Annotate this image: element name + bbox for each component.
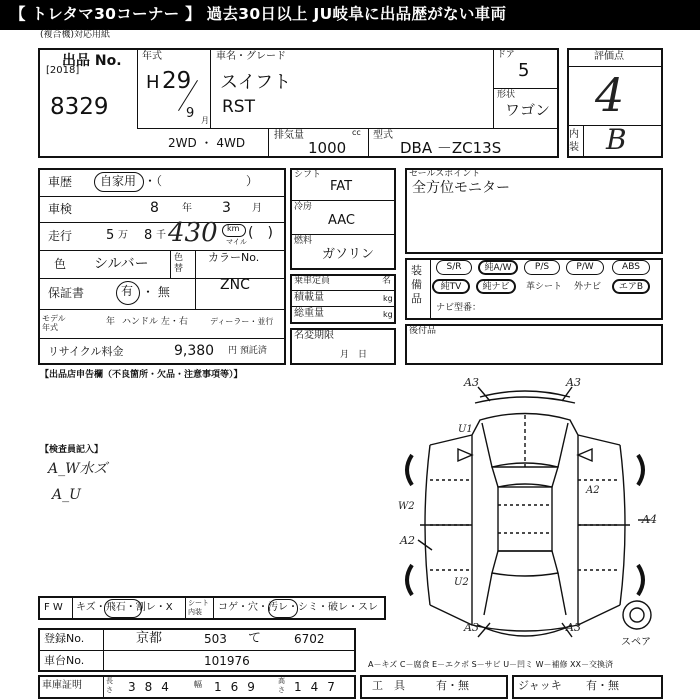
load-label: 積載量 (294, 292, 324, 303)
cert-length-label: 長さ (106, 677, 113, 694)
model-year-value: 29 (162, 68, 192, 94)
mileage-man: 5 (106, 228, 115, 243)
gross-unit: kg (383, 310, 393, 319)
fw-label: F W (44, 602, 63, 613)
model-line-dealer: ディーラー・並行 (210, 317, 274, 326)
equip-leather: 革シート (526, 282, 563, 292)
equip-pw: P/W (566, 260, 604, 275)
cert-width-label: 幅 (194, 680, 202, 689)
ac-value: AAC (328, 213, 355, 228)
banner-text: 【 トレタマ30コーナー 】 過去30日以上 JU岐阜に出品歴がない車両 (10, 5, 507, 23)
jack-label: ジャッキ (518, 679, 562, 692)
inspection-month-unit: 月 (252, 203, 262, 214)
warranty-label: 保証書 (48, 286, 85, 300)
color-change: 色替 (174, 253, 184, 274)
mark-lower-inner: U2 (454, 577, 469, 588)
model-year-month: 9 (186, 106, 195, 121)
inspection-year: 8 (150, 200, 159, 216)
vehicle-info-block (38, 168, 286, 365)
seat-label: シート内装 (188, 599, 209, 616)
color-label: 色 (54, 257, 67, 271)
mileage-km: km (227, 224, 240, 233)
equip-abs: ABS (612, 260, 650, 275)
mileage-handwritten: 430 (168, 218, 218, 248)
car-name: スイフト (220, 72, 292, 93)
notes-label: 【出品店申告欄（不良箇所・欠品・注意事項等）】 (40, 370, 243, 380)
name-change-label: 名変期限 (294, 330, 334, 341)
model-code-value: DBA －ZC13S (400, 139, 502, 157)
model-year-label: 年式 (142, 51, 162, 62)
model-code-label: 型式 (373, 130, 393, 141)
gross-label: 総重量 (294, 308, 324, 319)
spare-label: スペア (621, 637, 651, 648)
model-year-month-unit: 月 (201, 116, 209, 125)
model-line-label: モデル年式 (42, 314, 66, 332)
equip-tv: 純TV (432, 279, 470, 294)
mark-left-side: W2 (398, 501, 415, 512)
inspector-label: 【検査員記入】 (40, 445, 104, 455)
cert-width: 169 (214, 680, 264, 694)
score-label: 評価点 (594, 51, 624, 62)
displacement-unit: cc (352, 128, 361, 137)
registration-class: 503 (204, 632, 227, 646)
sales-point-value: 全方位モニター (412, 180, 510, 196)
model-year-era: H (146, 72, 160, 93)
mark-rear-right: A3 (566, 621, 581, 634)
car-damage-diagram (380, 375, 680, 655)
mileage-label: 走行 (48, 229, 73, 243)
capacity-label: 乗車定員 (294, 276, 331, 286)
name-change-unit: 月 日 (340, 350, 368, 360)
history-rest: ・（ ） (144, 174, 259, 188)
displacement-label: 排気量 (274, 130, 304, 141)
mark-front-left: A3 (464, 376, 479, 389)
inspection-label: 車検 (48, 202, 73, 216)
cert-length: 384 (128, 680, 178, 694)
shift-label: シフト (294, 170, 322, 180)
history-value: 自家用 (100, 174, 137, 188)
registration-label: 登録No. (44, 632, 85, 645)
car-name-label: 車名・グレード (216, 51, 286, 62)
mark-rear-left: A3 (464, 621, 479, 634)
damage-legend: A－キズ C－腐食 E－エクボ S－サビ U－凹ミ W－補修 XX－交換済 (368, 660, 614, 669)
car-grade: RST (222, 97, 255, 117)
color-no-value: ZNC (220, 277, 250, 293)
history-label: 車歴 (48, 175, 73, 189)
chassis-value: 101976 (204, 654, 250, 668)
shift-value: FAT (330, 179, 353, 194)
inspection-month: 3 (222, 200, 231, 216)
body-type-label: 形状 (497, 90, 516, 100)
mileage-sen: 8 (144, 228, 153, 243)
tools-value: 有・無 (436, 679, 469, 692)
equip-ext-navi: 外ナビ (574, 282, 602, 292)
mark-right-far: A4 (642, 513, 657, 526)
retrofit-label: 後付品 (409, 326, 437, 336)
equipment-label: 装備品 (411, 264, 422, 305)
cert-label: 車庫証明 (42, 680, 82, 691)
fuel-label: 燃料 (294, 236, 313, 246)
registration-place: 京都 (136, 631, 163, 646)
lot-year-tag: [2018] (46, 65, 80, 76)
mark-front-right: A3 (566, 376, 581, 389)
equip-ps: P/S (524, 260, 560, 275)
drive-type: 2WD ・ 4WD (168, 136, 246, 150)
inspector-note-1: A_W水ズ (48, 461, 108, 477)
equip-sr: S/R (436, 260, 472, 275)
mark-lower-left: A2 (400, 534, 415, 547)
inspection-year-unit: 年 (182, 203, 192, 214)
chassis-label: 車台No. (44, 654, 85, 667)
lot-number: 8329 (50, 94, 109, 120)
seat-items: コゲ・穴・汚レ・シミ・破レ・スレ (218, 602, 378, 613)
interior-label: 内装 (569, 129, 579, 153)
mileage-man-unit: 万 (118, 230, 128, 241)
equip-navi: 純ナビ (476, 279, 516, 294)
recycle-unit: 円 預託済 (228, 346, 267, 356)
color-value: シルバー (94, 256, 149, 272)
warranty-rest: ・ 無 (142, 285, 170, 299)
sales-point-label: セールスポイント (409, 169, 481, 179)
body-type-value: ワゴン (505, 101, 551, 119)
model-line-handle: ハンドル 左・右 (122, 317, 188, 327)
retrofit-block (405, 324, 663, 365)
inspector-note-2: A_U (52, 487, 81, 503)
mileage-sen-unit: 千 (156, 230, 166, 241)
fw-items: キズ・飛石・割レ・X (76, 602, 173, 613)
equip-airbag: エアB (612, 279, 650, 294)
load-unit: kg (383, 294, 393, 303)
recycle-label: リサイクル料金 (48, 345, 124, 358)
tools-label: 工 具 (372, 679, 405, 692)
color-no-label: カラーNo. (208, 251, 260, 264)
displacement-value: 1000 (308, 139, 347, 157)
interior-value: B (606, 123, 627, 156)
doors-label: ドア (497, 50, 515, 60)
cert-height: 147 (294, 680, 344, 694)
equip-alloy-wheel: 純A/W (478, 260, 518, 275)
jack-value: 有・無 (586, 679, 619, 692)
fuel-value: ガソリン (322, 247, 375, 262)
recycle-value: 9,380 (174, 343, 215, 359)
warranty-value: 有 (121, 284, 134, 298)
mileage-paren: ( ) (248, 225, 273, 241)
registration-number: 6702 (294, 632, 325, 646)
model-line-year: 年 (106, 317, 116, 327)
registration-kana: て (248, 631, 262, 646)
mileage-mile: マイル (226, 238, 247, 246)
cert-height-label: 高さ (278, 677, 285, 694)
score-value: 4 (595, 68, 625, 122)
mark-upper-left: U1 (458, 424, 473, 435)
ac-label: 冷房 (294, 202, 313, 212)
equip-navi-model: ナビ型番： (436, 303, 482, 313)
mark-right-side: A2 (586, 485, 600, 496)
form-subnote: (複合機)対応用紙 (40, 30, 111, 40)
lot-label: 出品 No. (62, 53, 122, 69)
capacity-unit: 名 (382, 276, 392, 286)
doors-value: 5 (518, 60, 530, 81)
